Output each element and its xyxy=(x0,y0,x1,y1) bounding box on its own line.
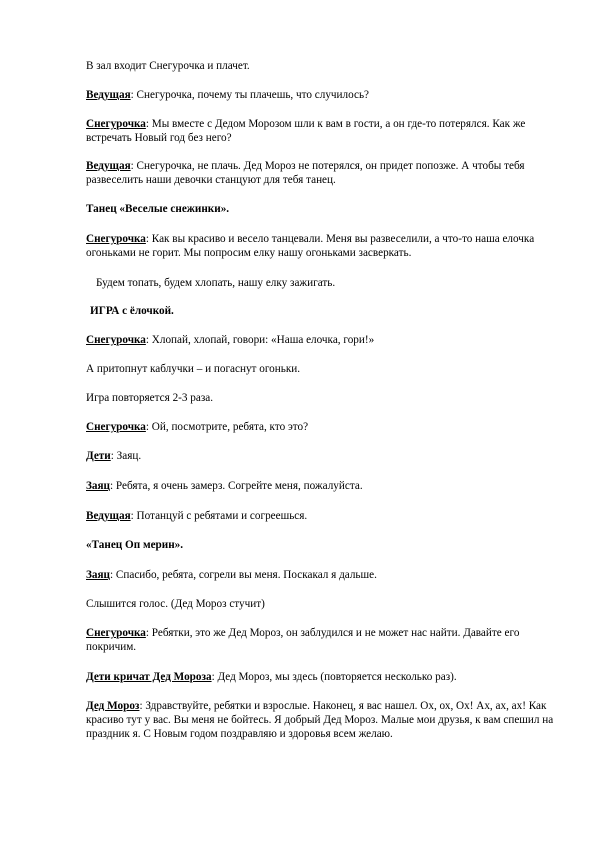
paragraph-text: Будем топать, будем хлопать, нашу елку зажигать. xyxy=(96,277,336,289)
speaker-name: Ведущая xyxy=(86,510,131,522)
paragraph-dialogue xyxy=(86,699,556,741)
speaker-name: Заяц xyxy=(86,480,110,492)
paragraph-text: Игра повторяется 2-3 раза. xyxy=(86,392,214,404)
paragraph-dialogue xyxy=(86,88,556,102)
paragraph-text: А притопнут каблучки – и погаснут огоньки. xyxy=(86,363,301,375)
speaker-name: Ведущая xyxy=(86,89,131,101)
speaker-name: Снегурочка xyxy=(86,118,146,130)
paragraph-text: Слышится голос. (Дед Мороз стучит) xyxy=(86,598,265,610)
paragraph-verse xyxy=(96,276,566,290)
speaker-name: Снегурочка xyxy=(86,627,146,639)
paragraph-dialogue xyxy=(86,420,556,434)
game-title: ИГРА с ёлочкой. xyxy=(90,305,174,317)
paragraph-heading xyxy=(90,304,560,318)
paragraph-heading xyxy=(86,202,556,216)
paragraph-text: : Снегурочка, почему ты плачешь, что случилось? xyxy=(130,89,370,101)
paragraph-verse xyxy=(86,362,556,376)
dance-title: Танец «Веселые снежинки». xyxy=(86,203,230,215)
paragraph-dialogue xyxy=(86,479,556,493)
speaker-name: Дед Мороз xyxy=(86,700,140,712)
paragraph-text: : Мы вместе с Дедом Морозом шли к вам в гости, а он где-то потерялся. Как же встречать Новый год без него? xyxy=(86,118,526,144)
paragraph-dialogue xyxy=(86,159,556,187)
dance-title: «Танец Оп мерин». xyxy=(86,539,184,551)
paragraph-dialogue xyxy=(86,670,556,684)
paragraph-dialogue xyxy=(86,626,556,654)
paragraph-stage-direction xyxy=(86,597,556,611)
speaker-name: Дети кричат Дед Мороза xyxy=(86,671,212,683)
paragraph-text: : Ребята, я очень замерз. Согрейте меня, пожалуйста. xyxy=(110,480,363,492)
speaker-name: Снегурочка xyxy=(86,421,146,433)
paragraph-text: : Спасибо, ребята, согрели вы меня. Поскакал я дальше. xyxy=(110,569,377,581)
paragraph-heading xyxy=(86,538,556,552)
paragraph-dialogue xyxy=(86,449,556,463)
paragraph-stage-direction xyxy=(86,391,556,405)
paragraph-dialogue xyxy=(86,568,556,582)
paragraph-text: В зал входит Снегурочка и плачет. xyxy=(86,60,250,72)
paragraph-text: : Снегурочка, не плачь. Дед Мороз не потерялся, он придет попозже. А чтобы тебя развеселить наши девочки станцуют для тебя танец. xyxy=(86,160,525,186)
speaker-name: Снегурочка xyxy=(86,334,146,346)
paragraph-text: : Ой, посмотрите, ребята, кто это? xyxy=(145,421,309,433)
paragraph-dialogue xyxy=(86,232,556,260)
paragraph-dialogue xyxy=(86,509,556,523)
paragraph-text: : Хлопай, хлопай, говори: «Наша елочка, гори!» xyxy=(145,334,375,346)
paragraph-text: : Заяц. xyxy=(110,450,142,462)
speaker-name: Дети xyxy=(86,450,111,462)
paragraph-dialogue xyxy=(86,333,556,347)
paragraph-stage-direction xyxy=(86,59,556,73)
paragraph-text: : Здравствуйте, ребятки и взрослые. Наконец, я вас нашел. Ох, ох, Ох! Ах, ах, ах! Как красиво тут у вас. Вы меня не бойтесь. Я добрый Дед Мороз. Малые мои друзья, к вам спешил на праздник я. С Новым годом поздравляю и здоровья всем желаю. xyxy=(86,700,554,740)
paragraph-text: : Как вы красиво и весело танцевали. Меня вы развеселили, а что-то наша елочка огоньками не горит. Мы попросим елку нашу огоньками засверкать. xyxy=(86,233,535,259)
speaker-name: Снегурочка xyxy=(86,233,146,245)
paragraph-text: : Ребятки, это же Дед Мороз, он заблудился и не может нас найти. Давайте его покричим. xyxy=(86,627,520,653)
paragraph-dialogue xyxy=(86,117,556,145)
speaker-name: Заяц xyxy=(86,569,110,581)
paragraph-text: : Потанцуй с ребятами и согреешься. xyxy=(130,510,308,522)
paragraph-text: : Дед Мороз, мы здесь (повторяется несколько раз). xyxy=(211,671,457,683)
speaker-name: Ведущая xyxy=(86,160,131,172)
